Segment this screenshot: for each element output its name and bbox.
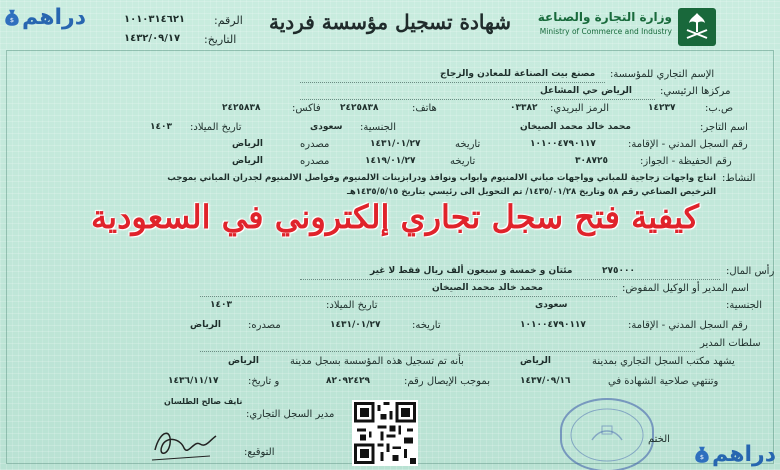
- hq-value: الرياض حي المشاعل: [540, 86, 633, 96]
- activity-label: النشاط:: [722, 173, 756, 184]
- svg-text:$: $: [699, 453, 705, 462]
- family-card-date-value: ١٤١٩/٠١/٢٧: [365, 156, 416, 166]
- pobox-value: ١٤٢٣٧: [648, 103, 676, 113]
- civil-id-label: رقم السجل المدني - الإقامة:: [628, 139, 748, 150]
- manager-civil-id-value: ١٠١٠٠٤٧٩٠١١٧: [520, 320, 586, 330]
- birth-value: ١٤٠٣: [150, 122, 172, 132]
- expiry-label: وتنتهي صلاحية الشهادة في: [608, 376, 719, 387]
- manager-birth-label: تاريخ الميلاد:: [326, 300, 378, 311]
- article-headline: كيفية فتح سجل تجاري إلكتروني في السعودية: [91, 198, 699, 236]
- number-value: ١٠١٠٣١٤٦٢١: [124, 14, 186, 25]
- fax-label: فاكس:: [292, 103, 321, 114]
- trade-name-label: الإسم التجاري للمؤسسة:: [610, 69, 715, 80]
- ministry-name-en: Ministry of Commerce and Industry: [539, 27, 672, 36]
- manager-civil-id-date-value: ١٤٣١/٠١/٢٧: [330, 320, 381, 330]
- civil-id-source-value: الرياض: [232, 139, 263, 149]
- capital-label: رأس المال:: [726, 266, 775, 277]
- manager-civil-id-date-label: تاريخه:: [412, 320, 441, 331]
- receipt-date-label: و تاريخ:: [248, 376, 280, 387]
- brand-wordmark: دراهم: [21, 4, 86, 30]
- page-title: شهادة تسجيل مؤسسة فردية: [268, 10, 511, 34]
- manager-nationality-value: سعودى: [535, 300, 568, 310]
- capital-value: ٢٧٥٠٠٠: [602, 266, 635, 276]
- money-bag-icon: [4, 4, 20, 30]
- manager-nationality-label: الجنسية:: [726, 300, 762, 311]
- manager-source-value: الرياض: [190, 320, 221, 330]
- manager-value: محمد خالد محمد الصيخان: [432, 283, 543, 293]
- date-value: ١٤٣٢/٠٩/١٧: [124, 33, 181, 44]
- receipt-value: ٨٢٠٩٢٤٢٩: [326, 376, 370, 386]
- family-card-date-label: تاريخه: [450, 156, 476, 167]
- attest-text-2: بأنه تم تسجيل هذه المؤسسة بسجل مدينة: [290, 356, 464, 367]
- director-label: مدير السجل التجاري:: [246, 409, 335, 420]
- money-bag-icon: [694, 441, 710, 467]
- receipt-date-value: ١٤٣٦/١١/١٧: [168, 376, 219, 386]
- official-stamp: [560, 398, 654, 470]
- civil-id-value: ١٠١٠٠٤٧٩٠١١٧: [530, 139, 596, 149]
- director-name: نايف صالح الطلسان: [164, 397, 243, 406]
- date-label: التاريخ:: [204, 33, 237, 46]
- family-card-source-value: الرياض: [232, 156, 263, 166]
- postal-label: الرمز البريدي:: [550, 103, 609, 114]
- manager-powers-label: سلطات المدير: [700, 338, 761, 349]
- civil-id-date-label: تاريخه: [455, 139, 481, 150]
- brand-logo-bottom[interactable]: [694, 440, 776, 468]
- manager-source-label: مصدره:: [248, 320, 281, 331]
- activity-line-2: الترخيص الصناعي رقم ٥٨ وتاريخ ١٤٣٥/٠١/٢٨/ تم التحويل الى رئيسي بتاريخ ١٤٣٥/٥/١٥هـ: [347, 187, 716, 197]
- attest-city-2: الرياض: [228, 356, 259, 366]
- nationality-label: الجنسية:: [360, 122, 396, 133]
- brand-wordmark-bottom: دراهم: [711, 441, 776, 467]
- pobox-label: ص.ب:: [705, 103, 734, 114]
- family-card-source-label: مصدره: [300, 156, 330, 167]
- phone-value: ٢٤٢٥٨٣٨: [340, 103, 379, 113]
- receipt-label: بموجب الإيصال رقم:: [404, 376, 490, 387]
- civil-id-date-value: ١٤٣١/٠١/٢٧: [370, 139, 421, 149]
- merchant-value: محمد خالد محمد الصيخان: [520, 122, 631, 132]
- attest-text: يشهد مكتب السجل التجاري بمدينة: [592, 356, 735, 367]
- trade-name-value: مصنع بيت الصناعة للمعادن والزجاج: [440, 69, 596, 79]
- merchant-label: اسم التاجر:: [700, 122, 748, 133]
- signature-icon: [150, 420, 220, 465]
- expiry-value: ١٤٣٧/٠٩/١٦: [520, 376, 571, 386]
- nationality-value: سعودى: [310, 122, 343, 132]
- manager-label: اسم المدير أو الوكيل المفوض:: [622, 283, 749, 294]
- seal-label: الختم: [648, 434, 670, 445]
- ministry-emblem-icon: [678, 8, 716, 46]
- capital-words: مئتان و خمسة و سبعون ألف ريال فقط لا غير: [370, 266, 573, 276]
- manager-birth-value: ١٤٠٣: [210, 300, 232, 310]
- signature-label: التوقيع:: [244, 447, 275, 458]
- brand-logo[interactable]: [4, 2, 86, 32]
- phone-label: هاتف:: [412, 103, 437, 114]
- manager-civil-id-label: رقم السجل المدني - الإقامة:: [628, 320, 748, 331]
- fax-value: ٢٤٢٥٨٣٨: [222, 103, 261, 113]
- family-card-label: رقم الحفيظة - الجواز:: [640, 156, 732, 167]
- civil-id-source-label: مصدره: [300, 139, 330, 150]
- postal-value: ٠٣٣٨٢: [510, 103, 538, 113]
- ministry-name-ar: وزارة التجارة والصناعة: [537, 10, 672, 24]
- qr-code[interactable]: [352, 400, 418, 466]
- svg-text:$: $: [9, 16, 15, 25]
- attest-city: الرياض: [520, 356, 551, 366]
- birth-label: تاريخ الميلاد:: [190, 122, 242, 133]
- activity-line-1: انتاج واجهات زجاجية للمباني وواجهات مباني الالمنيوم وابواب ونوافذ ودرابزينات الالمنيوم وفواصل الالمنيوم لجدران المباني بموجب: [167, 173, 716, 183]
- family-card-value: ٣٠٨٧٢٥: [575, 156, 608, 166]
- hq-label: مركزها الرئيسي:: [660, 86, 731, 97]
- number-label: الرقم:: [214, 14, 243, 27]
